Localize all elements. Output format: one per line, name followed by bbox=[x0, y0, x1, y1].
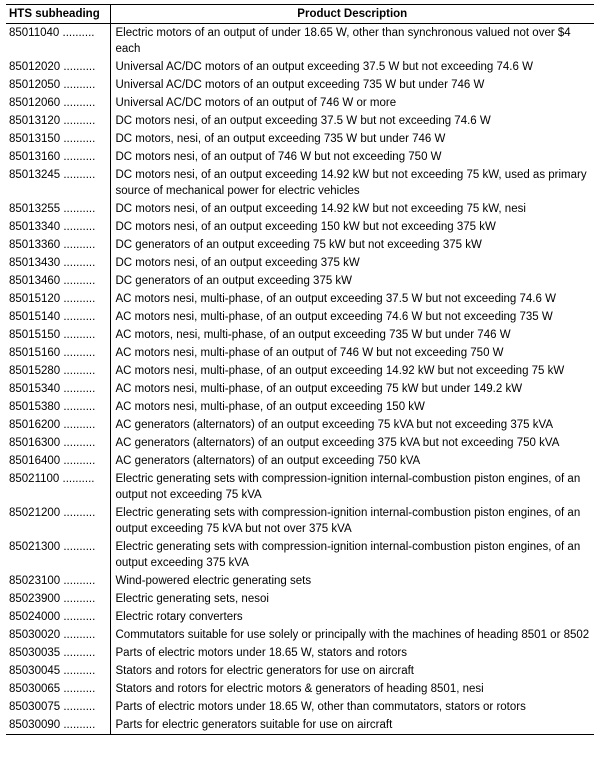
hts-code: 85021200 .......... bbox=[6, 504, 110, 538]
table-row bbox=[6, 236, 594, 254]
product-description: Electric generating sets, nesoi bbox=[115, 593, 269, 605]
hts-code: 85013340 .......... bbox=[6, 218, 110, 236]
product-description: Wind-powered electric generating sets bbox=[115, 575, 312, 587]
table-row bbox=[6, 452, 594, 470]
hts-code: 85030065 .......... bbox=[6, 680, 110, 698]
hts-code: 85021100 .......... bbox=[6, 470, 110, 504]
table-row bbox=[6, 680, 594, 698]
table-header-row bbox=[6, 5, 594, 24]
table-row bbox=[6, 362, 594, 380]
table-row bbox=[6, 626, 594, 644]
hts-code: 85015280 .......... bbox=[6, 362, 110, 380]
table-row bbox=[6, 326, 594, 344]
hts-code: 85015160 .......... bbox=[6, 344, 110, 362]
table-row bbox=[6, 166, 594, 200]
product-description: Stators and rotors for electric generators for use on aircraft bbox=[115, 665, 414, 677]
hts-code: 85016200 .......... bbox=[6, 416, 110, 434]
column-header-description: Product Description bbox=[110, 5, 594, 24]
product-description: AC generators (alternators) of an output exceeding 375 kVA but not exceeding 750 kVA bbox=[115, 437, 560, 449]
product-description: Electric generating sets with compression-ignition internal-combustion piston engines, of an output exceeding 75 kVA but not over 375 kVA bbox=[115, 507, 581, 535]
hts-code: 85016400 .......... bbox=[6, 452, 110, 470]
hts-code: 85030035 .......... bbox=[6, 644, 110, 662]
product-description: Parts for electric generators suitable for use on aircraft bbox=[110, 716, 594, 735]
hts-code: 85015120 .......... bbox=[6, 290, 110, 308]
hts-code: 85024000 .......... bbox=[6, 608, 110, 626]
hts-code: 85012020 .......... bbox=[6, 58, 110, 76]
hts-code: 85030045 .......... bbox=[6, 662, 110, 680]
hts-table bbox=[6, 4, 594, 735]
table-row bbox=[6, 218, 594, 236]
table-row bbox=[6, 590, 594, 608]
table-row bbox=[6, 380, 594, 398]
hts-code: 85011040 .......... bbox=[6, 24, 110, 59]
hts-code: 85030090 .......... bbox=[6, 716, 110, 735]
table-row bbox=[6, 58, 594, 76]
product-description: Electric generating sets with compression-ignition internal-combustion piston engines, of an output not exceeding 75 kVA bbox=[115, 473, 581, 501]
product-description: Universal AC/DC motors of an output exceeding 735 W but under 746 W bbox=[115, 79, 485, 91]
hts-code: 85015140 .......... bbox=[6, 308, 110, 326]
product-description: Parts of electric motors under 18.65 W, other than commutators, stators or rotors bbox=[115, 701, 526, 713]
hts-code: 85012060 .......... bbox=[6, 94, 110, 112]
table-row bbox=[6, 24, 594, 59]
hts-code: 85015150 .......... bbox=[6, 326, 110, 344]
product-description: AC motors nesi, multi-phase of an output of 746 W but not exceeding 750 W bbox=[115, 347, 504, 359]
product-description: AC motors nesi, multi-phase, of an output exceeding 150 kW bbox=[115, 401, 425, 413]
hts-code: 85012050 .......... bbox=[6, 76, 110, 94]
product-description: Universal AC/DC motors of an output of 746 W or more bbox=[115, 97, 397, 109]
hts-code: 85023900 .......... bbox=[6, 590, 110, 608]
product-description: AC generators (alternators) of an output exceeding 750 kVA bbox=[115, 455, 421, 467]
product-description: DC generators of an output exceeding 375 kW bbox=[115, 275, 353, 287]
hts-code: 85013245 .......... bbox=[6, 166, 110, 200]
table-row bbox=[6, 538, 594, 572]
table-row bbox=[6, 662, 594, 680]
hts-code: 85015340 .......... bbox=[6, 380, 110, 398]
product-description: DC motors nesi, of an output exceeding 14.92 kW but not exceeding 75 kW, nesi bbox=[115, 203, 526, 215]
table-row bbox=[6, 148, 594, 166]
hts-code: 85013150 .......... bbox=[6, 130, 110, 148]
hts-code: 85013360 .......... bbox=[6, 236, 110, 254]
product-description: AC motors nesi, multi-phase, of an output exceeding 37.5 W but not exceeding 74.6 W bbox=[115, 293, 556, 305]
table-row bbox=[6, 470, 594, 504]
hts-code: 85013430 .......... bbox=[6, 254, 110, 272]
table-row bbox=[6, 504, 594, 538]
product-description: Universal AC/DC motors of an output exceeding 37.5 W but not exceeding 74.6 W bbox=[115, 61, 533, 73]
product-description: AC motors nesi, multi-phase, of an output exceeding 74.6 W but not exceeding 735 W bbox=[115, 311, 553, 323]
table-row bbox=[6, 416, 594, 434]
table-row bbox=[6, 716, 594, 735]
hts-code: 85013160 .......... bbox=[6, 148, 110, 166]
table-row bbox=[6, 290, 594, 308]
table-row bbox=[6, 698, 594, 716]
hts-code: 85013120 .......... bbox=[6, 112, 110, 130]
table-row bbox=[6, 644, 594, 662]
table-row bbox=[6, 112, 594, 130]
table-row bbox=[6, 272, 594, 290]
hts-code: 85030075 .......... bbox=[6, 698, 110, 716]
column-header-hts: HTS subheading bbox=[6, 5, 110, 24]
table-row bbox=[6, 94, 594, 112]
product-description: Stators and rotors for electric motors & generators of heading 8501, nesi bbox=[115, 683, 484, 695]
product-description: DC motors, nesi, of an output exceeding 735 W but under 746 W bbox=[115, 133, 446, 145]
hts-code: 85013460 .......... bbox=[6, 272, 110, 290]
hts-code: 85013255 .......... bbox=[6, 200, 110, 218]
product-description: DC motors nesi, of an output of 746 W but not exceeding 750 W bbox=[115, 151, 442, 163]
product-description: DC motors nesi, of an output exceeding 375 kW bbox=[115, 257, 360, 269]
product-description: DC generators of an output exceeding 75 kW but not exceeding 375 kW bbox=[115, 239, 482, 251]
product-description: Parts of electric motors under 18.65 W, stators and rotors bbox=[115, 647, 407, 659]
product-description: AC motors, nesi, multi-phase, of an output exceeding 735 W but under 746 W bbox=[115, 329, 511, 341]
table-row bbox=[6, 572, 594, 590]
product-description: Electric motors of an output of under 18.65 W, other than synchronous valued not over $4 each bbox=[115, 27, 571, 55]
product-description: DC motors nesi, of an output exceeding 14.92 kW but not exceeding 75 kW, used as primary source of mechanical power for electric vehicles bbox=[115, 169, 587, 197]
table-row bbox=[6, 76, 594, 94]
product-description: AC generators (alternators) of an output exceeding 75 kVA but not exceeding 375 kVA bbox=[115, 419, 553, 431]
table-body bbox=[6, 24, 594, 735]
product-description: Electric rotary converters bbox=[115, 611, 243, 623]
table-row bbox=[6, 200, 594, 218]
table-row bbox=[6, 434, 594, 452]
table-row bbox=[6, 254, 594, 272]
product-description: DC motors nesi, of an output exceeding 37.5 W but not exceeding 74.6 W bbox=[115, 115, 491, 127]
hts-code: 85021300 .......... bbox=[6, 538, 110, 572]
table-row bbox=[6, 398, 594, 416]
hts-code: 85030020 .......... bbox=[6, 626, 110, 644]
hts-code: 85016300 .......... bbox=[6, 434, 110, 452]
table-row bbox=[6, 130, 594, 148]
hts-code: 85015380 .......... bbox=[6, 398, 110, 416]
product-description: Electric generating sets with compression-ignition internal-combustion piston engines, of an output exceeding 375 kVA bbox=[115, 541, 581, 569]
product-description: Commutators suitable for use solely or principally with the machines of heading 8501 or 8502 bbox=[115, 629, 590, 641]
hts-code: 85023100 .......... bbox=[6, 572, 110, 590]
product-description: DC motors nesi, of an output exceeding 150 kW but not exceeding 375 kW bbox=[115, 221, 496, 233]
table-row bbox=[6, 344, 594, 362]
product-description: AC motors nesi, multi-phase, of an output exceeding 75 kW but under 149.2 kW bbox=[115, 383, 523, 395]
table-row bbox=[6, 608, 594, 626]
table-row bbox=[6, 308, 594, 326]
product-description: AC motors nesi, multi-phase, of an output exceeding 14.92 kW but not exceeding 75 kW bbox=[115, 365, 565, 377]
